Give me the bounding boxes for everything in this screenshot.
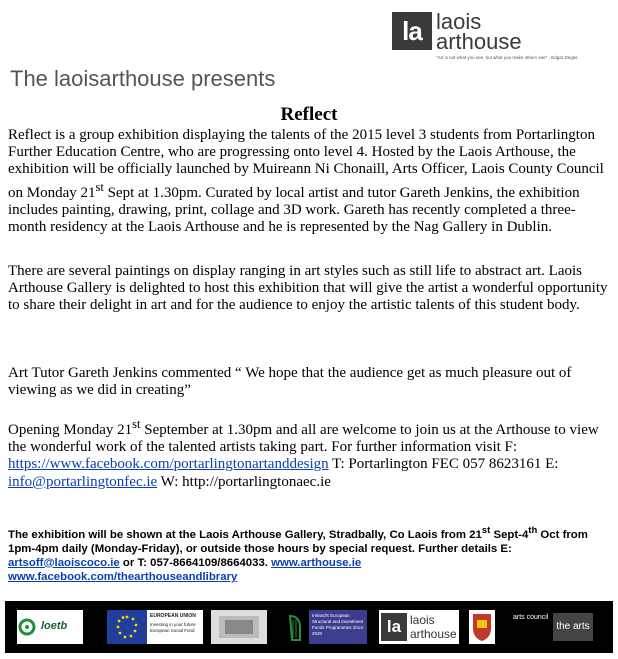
arthouse-website-link[interactable]: www.arthouse.ie [271, 556, 362, 569]
eu-flag-logo [107, 610, 147, 644]
intro-paragraph [8, 127, 614, 236]
arts-council-text: arts council [513, 614, 549, 621]
the-arts-text: the arts [553, 613, 593, 641]
partner-emblem-icon [211, 610, 267, 644]
harp-icon [285, 610, 305, 644]
arthouse-text-laois: laois [410, 613, 435, 627]
loetb-logo [17, 610, 83, 644]
opening-text: Opening Monday 21 [8, 422, 133, 438]
arthouse-facebook-link[interactable]: www.facebook.com/thearthouseandlibrary [8, 570, 238, 583]
logo-text-arthouse: arthouse [436, 29, 522, 54]
loetb-text: loetb [41, 620, 68, 632]
eu-stars-icon [107, 610, 147, 644]
county-crest-icon [469, 610, 495, 644]
esif-logo [309, 610, 367, 644]
arts-council-logo [509, 610, 597, 644]
details-text-cont2: Oct from 1pm-4pm daily (Monday-Friday), or outside those hours by special request. Further details E: [8, 528, 588, 555]
facebook-link[interactable]: https://www.facebook.com/portarlingtonartanddesign [8, 456, 329, 473]
ordinal-suffix: th [528, 525, 538, 536]
phone-text: T: Portarlington FEC 057 8623161 E: [328, 456, 559, 473]
ordinal-suffix: st [95, 179, 104, 194]
loetb-swirl-icon [17, 610, 37, 644]
exhibition-details [8, 524, 614, 584]
page-title: Reflect [280, 104, 338, 125]
eu-text-logo [147, 610, 203, 644]
arthouse-mark: la [381, 613, 407, 641]
arthouse-text-arthouse: arthouse [410, 627, 457, 641]
email-link[interactable]: info@portarlingtonfec.ie [8, 473, 158, 490]
harp-logo [285, 610, 305, 644]
logo-tagline: "Art is not what you see, but what you make others see" - Edgar Degas [436, 55, 578, 60]
intro-text-cont: Sept at 1.30pm. Curated by local artist and tutor Gareth Jenkins, the exhibition includes painting, drawing, print, collage and 3D work. Gareth has recently completed a three-month residency at the Laois Arthouse and he is represented by the Nag Gallery in Dublin. [8, 184, 580, 236]
presents-heading: The laoisarthouse presents [10, 66, 276, 91]
intro-text: Reflect is a group exhibition displaying the talents of the 2015 level 3 students from Portarlington Further Education Centre, who are progressing onto level 4. Hosted by the Laois Arthouse, the exhibition will be officially launched by Muireann Ni Chonaill, Arts Officer, Laois County Council on Monday 21 [8, 127, 604, 201]
details-text-cont: Sept-4 [490, 528, 529, 541]
eu-title: EUROPEAN UNION [150, 613, 196, 619]
opening-paragraph [8, 416, 614, 491]
logo-text-laois: laois [436, 9, 482, 34]
ordinal-suffix: st [481, 525, 491, 536]
esif-text: Ireland's European Structural and Investment Funds Programmes 2014-2020 [312, 613, 365, 636]
arts-office-email-link[interactable]: artsoff@laoiscoco.ie [8, 556, 120, 569]
ordinal-suffix: st [132, 417, 141, 431]
logo-mark: la [392, 12, 432, 50]
sponsor-logo-strip [5, 601, 613, 653]
crest-logo [469, 610, 495, 644]
details-phone: or T: 057-8664109/8664033. [119, 556, 272, 569]
eu-subtitle: Investing in your future European Social Fund [150, 622, 196, 633]
laois-arthouse-logo [392, 9, 578, 68]
paintings-paragraph: There are several paintings on display ranging in art styles such as still life to abstract art. Laois Arthouse Gallery is delighted to host this exhibition that will give the artist a wonderful opportunity to share their delight in art and for the audience to enjoy the artistic talents of this student body. [8, 263, 608, 314]
opening-text-cont: September at 1.30pm and all are welcome to join us at the Arthouse to view the wonderful work of the talented artists taking part. For further information visit F: [8, 422, 599, 456]
partner-logo [211, 610, 267, 644]
website-text: W: http://portarlingtonaec.ie [157, 473, 331, 490]
tutor-quote-paragraph: Art Tutor Gareth Jenkins commented “ We hope that the audience get as much pleasure out of viewing as we did in creating” [8, 365, 572, 399]
arthouse-sponsor-logo [379, 610, 459, 644]
details-text: The exhibition will be shown at the Laois Arthouse Gallery, Stradbally, Co Laois from 21 [8, 528, 482, 541]
